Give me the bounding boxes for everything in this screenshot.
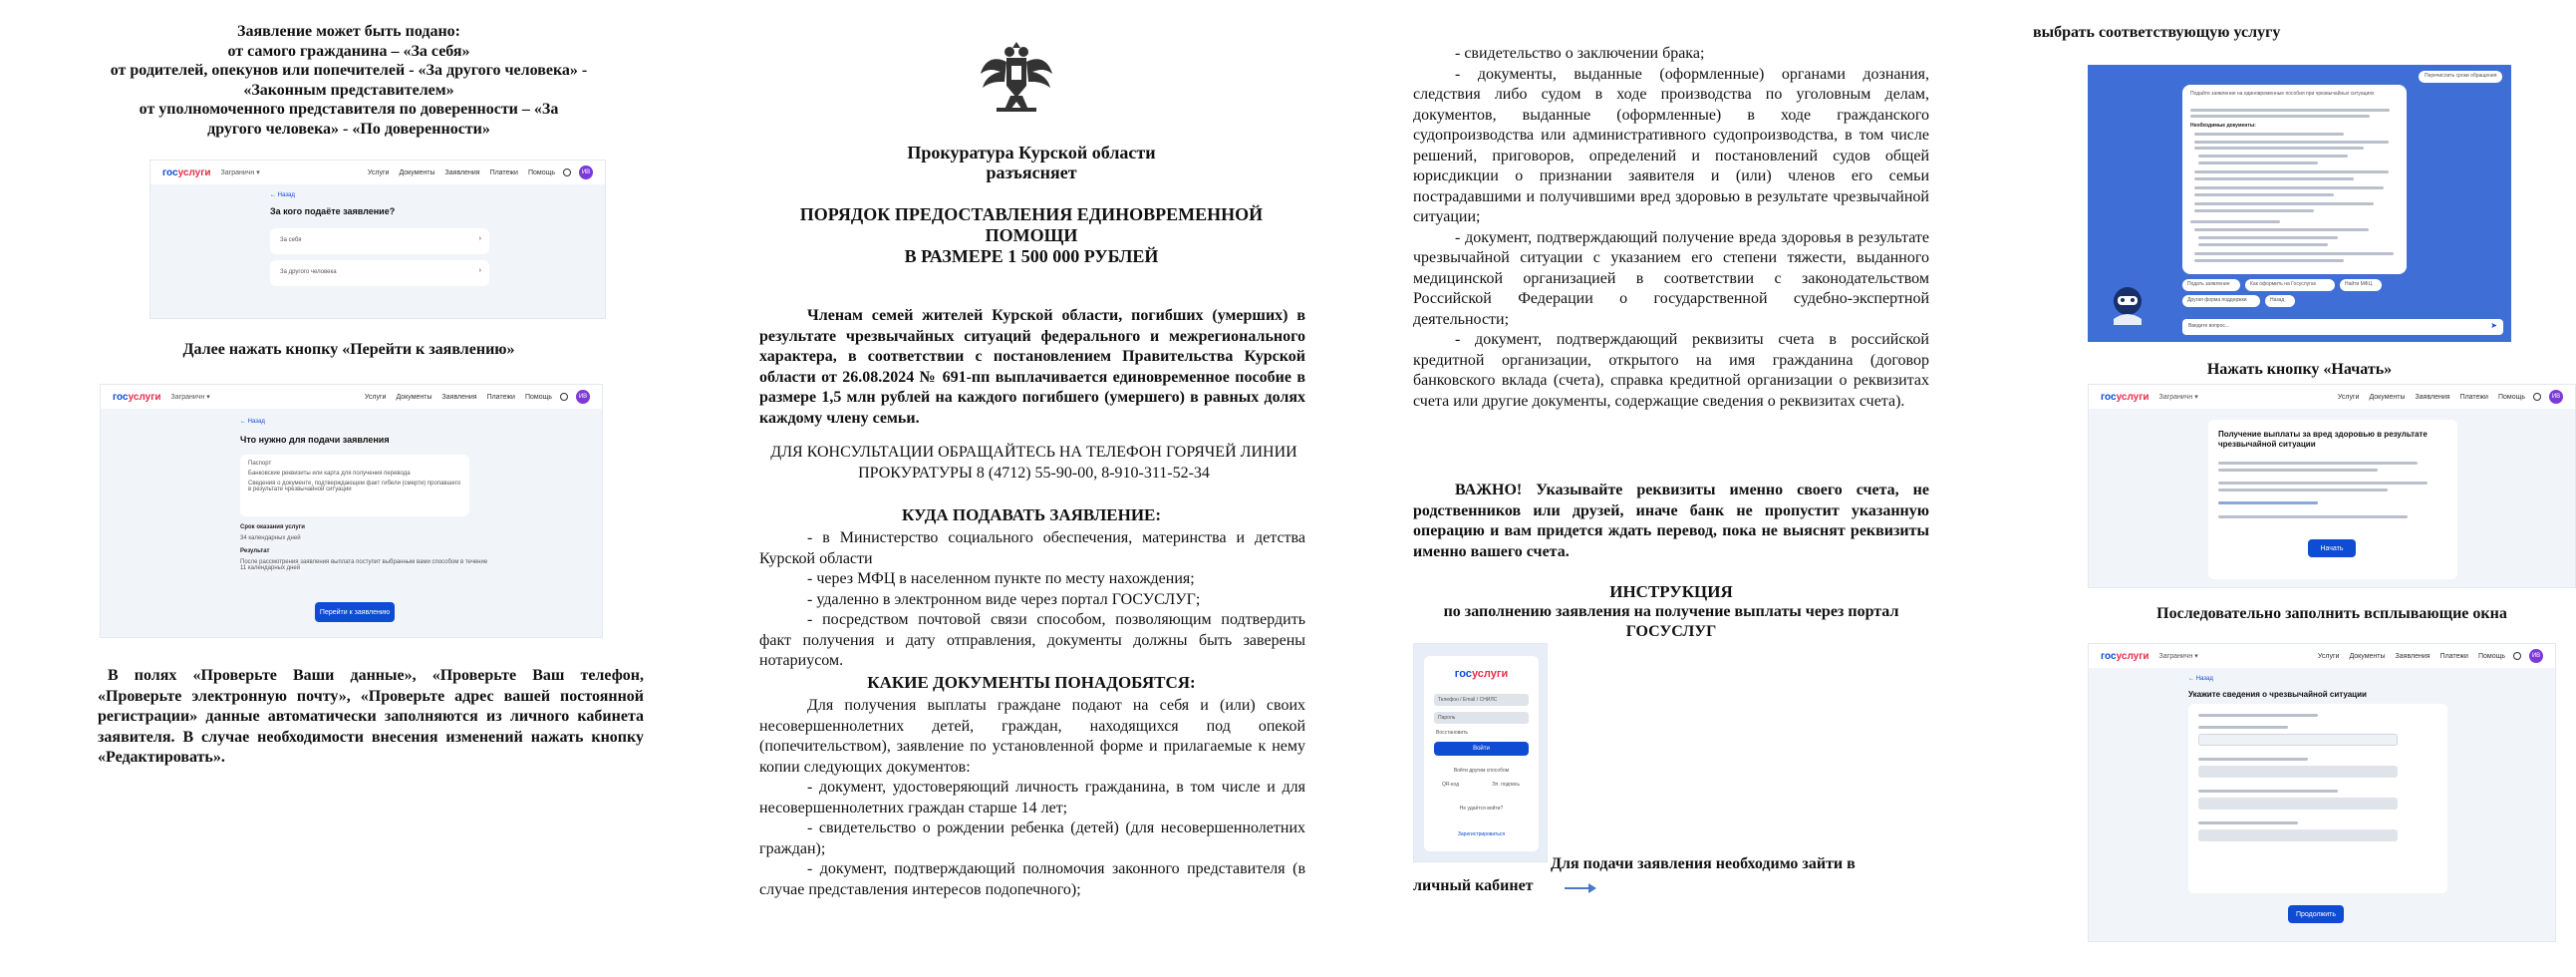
start-screenshot (2088, 384, 2576, 588)
caption-go-to-application: Далее нажать кнопку «Перейти к заявлению» (182, 341, 515, 358)
login-button: Войти (1434, 742, 1529, 756)
fill-popups-caption: Последовательно заполнить всплывающие окна (2156, 605, 2507, 622)
org-subtitle: разъясняет (986, 163, 1077, 182)
chevron-right-icon: › (478, 235, 481, 242)
column-3 (1413, 0, 1931, 977)
coat-of-arms-icon (977, 38, 1056, 124)
go-to-application-button: Перейти к заявлению (315, 602, 395, 622)
search-icon (2533, 393, 2541, 401)
autofill-paragraph: В полях «Проверьте Ваши данные», «Проверьте Ваш телефон, «Проверьте электронную почту», «Проверьте адрес вашей постоянной регистрации» данные автоматически заполняются из личного кабинета заявителя. В случае необходимости внесения изменений нажать кнопку «Редактировать». (98, 667, 644, 766)
avatar: ИВ (2529, 649, 2543, 663)
arrow-right-icon (1563, 881, 1598, 895)
login-screenshot (1413, 643, 1548, 862)
login-caption: Для подачи заявления необходимо зайти в (1551, 855, 1856, 872)
gosuslugi-logo: госуслуги (2101, 650, 2149, 662)
requirements-list: Паспорт Банковские реквизиты или карта для получения перевода Сведения о документе, подтверждающем факт гибели (смерти) пропавшего в результате чрезвычайной ситуации (240, 455, 469, 516)
document-title: ПОРЯДОК ПРЕДОСТАВЛЕНИЯ ЕДИНОВРЕМЕННОЙ ПОМОЩИ В РАЗМЕРЕ 1 500 000 РУБЛЕЙ (799, 204, 1264, 266)
column-2 (742, 0, 1320, 977)
top-chip: Перечислить сроки обращения (2419, 71, 2502, 83)
documents-title: КАКИЕ ДОКУМЕНТЫ ПОНАДОБЯТСЯ: (867, 673, 1196, 692)
chip-apply: Подать заявление (2182, 279, 2240, 291)
choose-service-caption: выбрать соответствующую услугу (2033, 24, 2281, 41)
search-icon (560, 393, 568, 401)
avatar: ИВ (576, 390, 590, 404)
org-name: Прокуратура Курской области (907, 143, 1156, 163)
continue-button: Продолжить (2288, 905, 2344, 923)
avatar: ИВ (579, 165, 593, 179)
chevron-right-icon: › (478, 267, 481, 274)
requirements-screenshot: госуслуги Заграничн ▾ Услуги Документы Заявления Платежи Помощь ИВ ← Назад Что нужно для подачи заявления Паспорт Банковские реквизиты или карта для получения перевода Сведения о документе, подтверждающем факт гибели (смерти) пропавшего в результате чрезвычайной ситуации Срок оказания услуги 34 календарных дней Результат После рассмотрения заявления выплата поступит выбранным вами способом в течение 11 календарных дней Перейти к заявлению (100, 384, 603, 638)
assistant-chat-screenshot (2088, 65, 2511, 342)
gosuslugi-logo: госуслуги (2101, 391, 2149, 403)
option-other: За другого человека › (270, 260, 489, 286)
gosuslugi-header: госуслуги Заграничн ▾ Услуги Документы Заявления Платежи Помощь ИВ (101, 385, 602, 409)
login-caption-line2: личный кабинет (1413, 877, 1534, 894)
gosuslugi-header: госуслуги Заграничн ▾ Услуги Документы Заявления Платежи Помощь ИВ (2089, 385, 2575, 409)
form-title: Укажите сведения о чрезвычайной ситуации (2188, 690, 2367, 699)
press-start-caption: Нажать кнопку «Начать» (2206, 361, 2393, 378)
gosuslugi-logo: госуслуги (1454, 668, 1509, 680)
where-to-apply-title: КУДА ПОДАВАТЬ ЗАЯВЛЕНИЕ: (901, 505, 1162, 524)
chip-other: Другая форма поддержки (2182, 295, 2260, 307)
start-card: Получение выплаты за вред здоровью в результате чрезвычайной ситуации Начать (2208, 420, 2457, 579)
back-link: ← Назад (2188, 676, 2213, 682)
start-button: Начать (2308, 539, 2356, 557)
avatar: ИВ (2549, 390, 2563, 404)
who-can-apply-heading: Заявление может быть подано: от самого гражданина – «За себя» от родителей, опекунов или попечителей - «За другого человека» - «Законным представителем» от уполномоченного представителя по доверенности – «За другого человека» - «По доверенности» (110, 23, 588, 138)
gosuslugi-logo: госуслуги (162, 166, 211, 178)
assistant-bubble: Подайте заявление на единовременные пособия при чрезвычайных ситуациях Необходимые документы: (2182, 85, 2407, 274)
who-apply-screenshot (149, 160, 606, 319)
hotline-text: ДЛЯ КОНСУЛЬТАЦИИ ОБРАЩАЙТЕСЬ НА ТЕЛЕФОН ГОРЯЧЕЙ ЛИНИИ ПРОКУРАТУРЫ 8 (4712) 55-90-00, 8-910-311-52-34 (770, 444, 1297, 482)
login-card: госуслуги Телефон / Email / СНИЛС Пароль Восстановить Войти Войти другим способом QR-код Эл. подпись Не удаётся войти? Зарегистрироваться (1424, 656, 1539, 851)
option-self: За себя › (270, 228, 489, 254)
warning-paragraph: ВАЖНО! Указывайте реквизиты именно своего счета, не родственников или друзей, иначе банк не пропустит указанную операцию и вам придется ждать перевод, пока не выяснят реквизиты именно вашего счета. (1413, 482, 1929, 560)
form-card (2188, 704, 2447, 893)
chat-input: Введите вопрос... ➤ (2182, 319, 2503, 335)
robot-assistant-icon (2103, 279, 2152, 329)
column-4 (2033, 0, 2561, 977)
back-link: ← Назад (270, 192, 295, 198)
emergency-form-screenshot (2088, 643, 2556, 942)
shot-title: За кого подаёте заявление? (270, 206, 396, 216)
search-icon (563, 168, 571, 176)
column-1 (0, 0, 698, 977)
chip-back: Назад (2265, 295, 2295, 307)
send-icon: ➤ (2490, 321, 2497, 330)
where-to-apply-list: - в Министерство социального обеспечения, материнства и детства Курской области - через МФЦ в населенном пункте по месту нахождения; - удаленно в электронном виде через портал ГОСУСЛУГ; - посредством почтовой связи способом, позволяющим подтвердить факт получения и дату отправления, документы должны быть заверены нотариусом. (759, 529, 1305, 669)
gosuslugi-header: госуслуги Заграничн ▾ Услуги Документы Заявления Платежи Помощь ИВ (2089, 644, 2555, 668)
documents-list: Для получения выплаты граждане подают на себя и (или) своих несовершеннолетних детей, граждан, находящихся под опекой (попечительством), заявление по установленной форме и прилагаемые к нему копии следующих документов: - документ, удостоверяющий личность гражданина, в том числе и для несовершеннолетних граждан старше 14 лет; - свидетельство о рождении ребенка (детей) (для несовершеннолетних граждан); - документ, подтверждающий полномочия законного представителя (в случае представления интересов подопечного); (759, 697, 1305, 898)
gosuslugi-header: госуслуги Заграничн ▾ Услуги Документы Заявления Платежи Помощь ИВ (150, 161, 605, 184)
gosuslugi-logo: госуслуги (113, 391, 161, 403)
intro-paragraph: Членам семей жителей Курской области, погибших (умерших) в результате чрезвычайных ситуаций федерального и межрегионального характера, в соответствии с постановлением Правительства Курской области от 26.08.2024 № 691-пп выплачивается единовременное пособие в размере 1,5 млн рублей на каждого погибшего (умершего) в равных долях каждому члену семьи. (759, 307, 1305, 427)
instruction-title: ИНСТРУКЦИЯ (1609, 582, 1733, 601)
chip-how: Как оформить на Госуслугах (2245, 279, 2335, 291)
search-icon (2513, 652, 2521, 660)
back-link: ← Назад (240, 419, 265, 425)
shot-title: Что нужно для подачи заявления (240, 435, 390, 445)
documents-list-continued: - свидетельство о заключении брака; - документы, выданные (оформленные) органами дознания, следствия либо судом в ходе производства по уголовным делам, документов, выданные (оформленные) в ходе гражданского судопроизводства или административного судопроизводства, в том числе решений, приговоров, определений и постановлений судов общей юрисдикции о признании заявителя и (или) членов его семьи пострадавшими и получившими вред здоровью в результате чрезвычайной ситуации; - документ, подтверждающий получение вреда здоровья в результате чрезвычайной ситуации с указанием его степени тяжести, выданного медицинской организацией в соответствии с законодательством Российской Федерации о государственной судебно-экспертной деятельности; - документ, подтверждающий реквизиты счета в российской кредитной организации, открытого на имя гражданина (договор банковского вклада (счета), справка кредитной организации о реквизитах счета или другие документы, содержащие сведения о реквизитах счета). (1413, 45, 1929, 410)
instruction-subtitle: по заполнению заявления на получение выплаты через портал ГОСУСЛУГ (1443, 603, 1899, 640)
chip-mfc: Найти МФЦ (2340, 279, 2382, 291)
